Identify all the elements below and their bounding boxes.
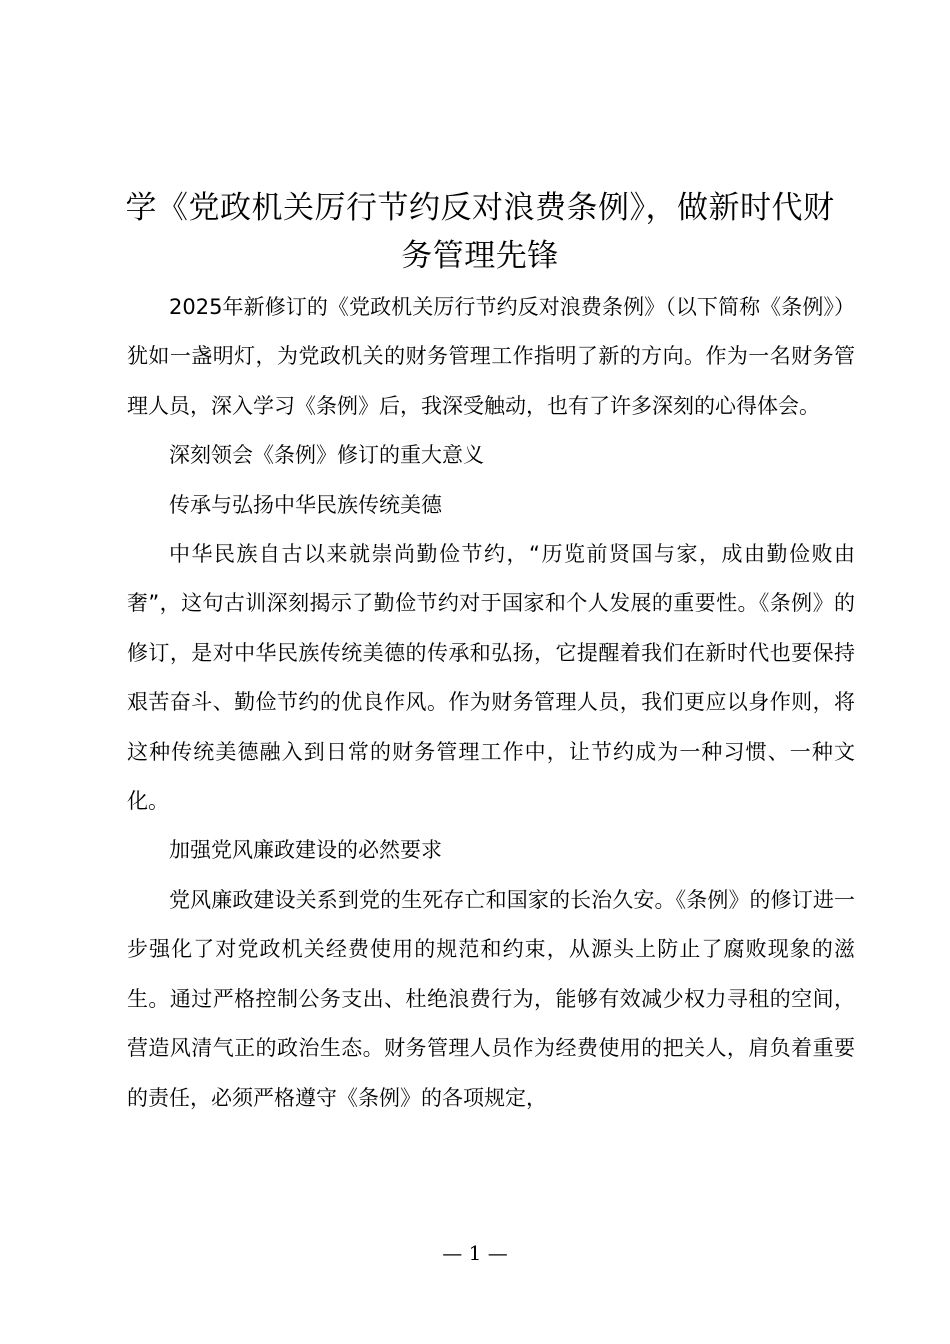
section-heading: 深刻领会《条例》修订的重大意义 xyxy=(169,443,484,468)
body-paragraph: 中华民族自古以来就崇尚勤俭节约，“历览前贤国与家，成由勤俭败由奢”，这句古训深刻揭示了勤俭节约对于国家和个人发展的重要性。《条例》的修订，是对中华民族传统美德的传承和弘扬，它提醒着我们在新时代也要保持艰苦奋斗、勤俭节约的优良作风。作为财务管理人员，我们更应以身作则，将这种传统美德融入到日常的财务管理工作中，让节约成为一种习惯、一种文化。 xyxy=(127,542,855,814)
body-paragraph: 党风廉政建设关系到党的生死存亡和国家的长治久安。《条例》的修订进一步强化了对党政机关经费使用的规范和约束，从源头上防止了腐败现象的滋生。通过严格控制公务支出、杜绝浪费行为，能够有效减少权力寻租的空间，营造风清气正的政治生态。财务管理人员作为经费使用的把关人，肩负着重要的责任，必须严格遵守《条例》的各项规定， xyxy=(127,887,855,1110)
document-body xyxy=(127,283,855,1123)
page-number: — 1 — xyxy=(442,1241,508,1265)
subsection-heading: 传承与弘扬中华民族传统美德 xyxy=(169,492,442,517)
subsection-heading: 加强党风廉政建设的必然要求 xyxy=(169,838,442,863)
intro-paragraph: 2025年新修订的《党政机关厉行节约反对浪费条例》（以下简称《条例》）犹如一盏明灯，为党政机关的财务管理工作指明了新的方向。作为一名财务管理人员，深入学习《条例》后，我深受触动，也有了许多深刻的心得体会。 xyxy=(127,295,855,418)
document-title: 学《党政机关厉行节约反对浪费条例》，做新时代财务管理先锋 xyxy=(125,190,835,274)
